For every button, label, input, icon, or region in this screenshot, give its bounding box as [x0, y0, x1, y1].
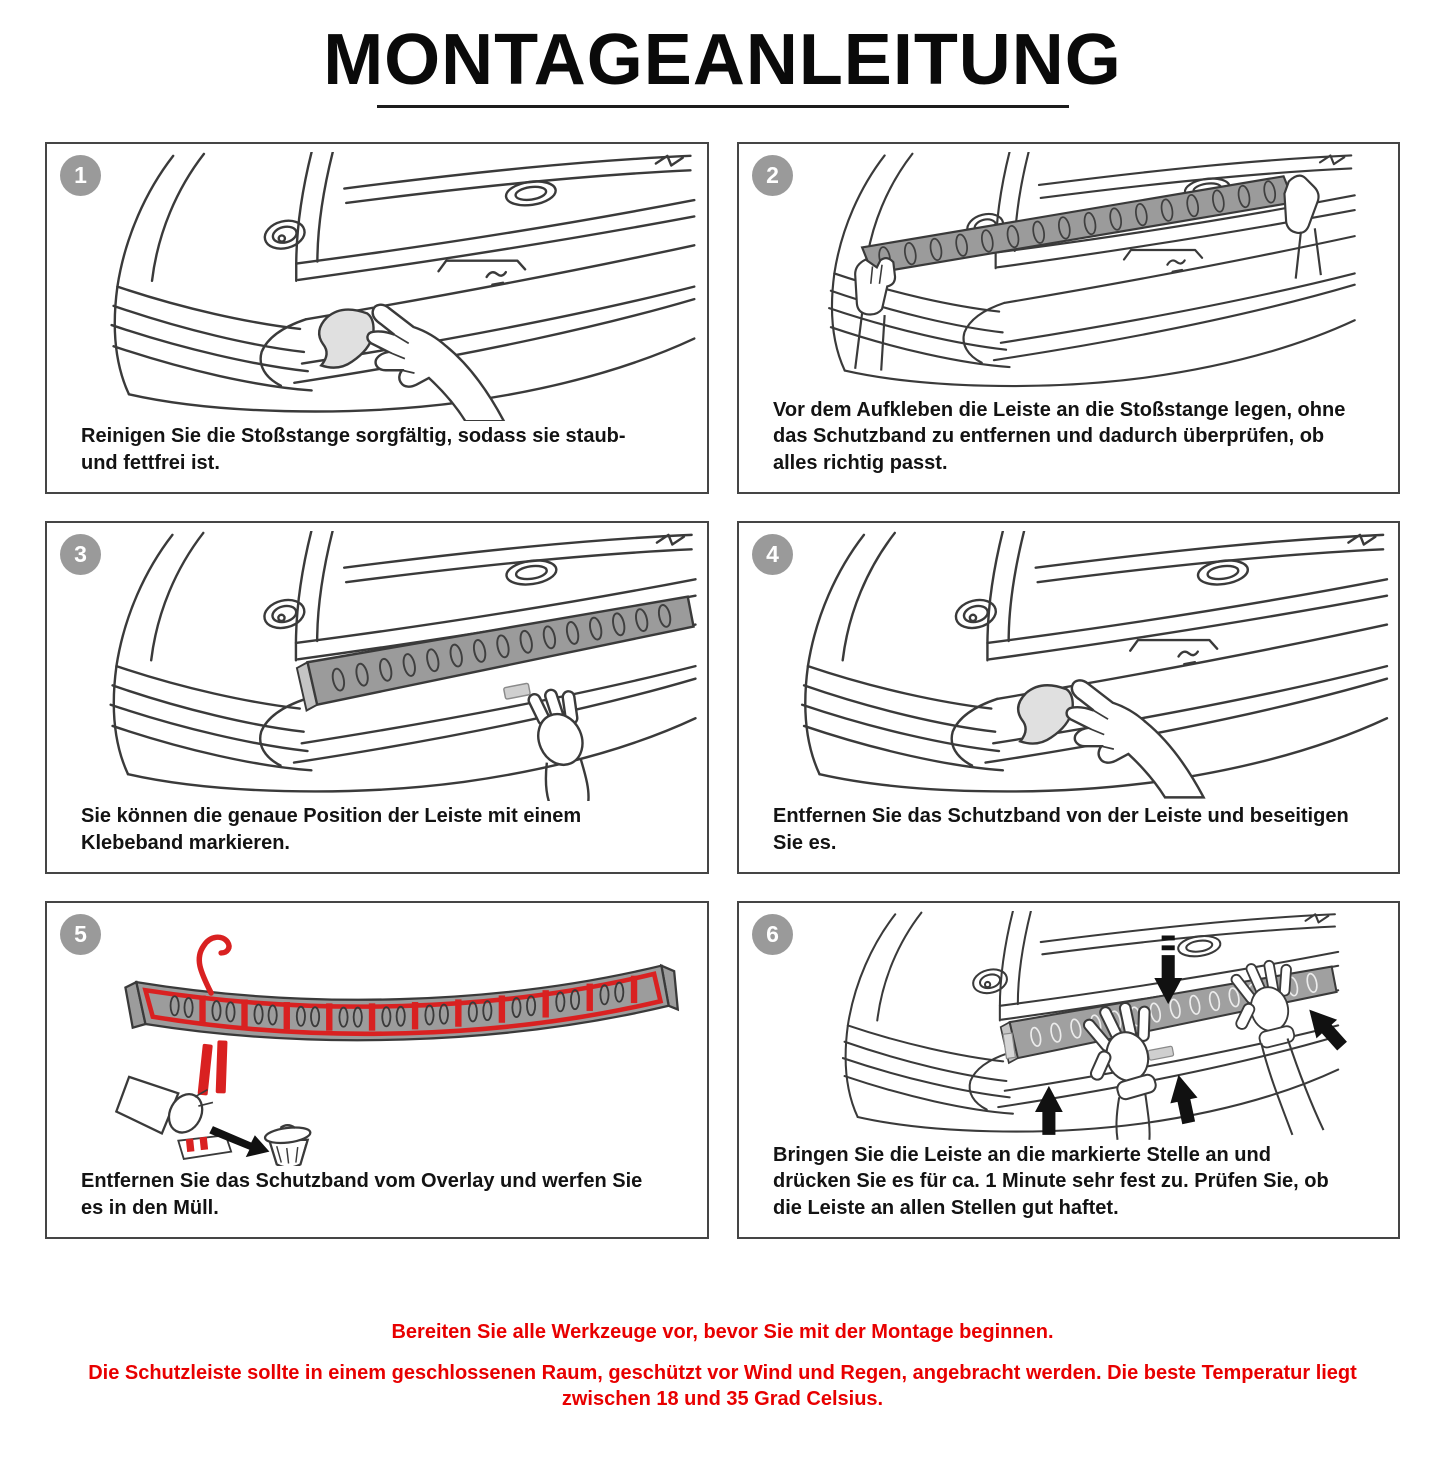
illustration-area	[739, 144, 1398, 397]
footer-note-2: Die Schutzleiste sollte in einem geschlossenen Raum, geschützt vor Wind und Regen, angebracht werden. Die beste Temperatur liegt zwischen 18 und 35 Grad Celsius.	[88, 1362, 1357, 1410]
step-2-illustration	[745, 152, 1392, 395]
illustration-area	[739, 523, 1398, 803]
up-arrow-icon	[1035, 1086, 1063, 1135]
step-4-illustration	[745, 531, 1392, 801]
step-panel-1	[45, 142, 709, 494]
step-caption: Sie können die genaue Position der Leiste mit einem Klebeband markieren.	[81, 805, 582, 854]
step-badge	[752, 914, 793, 955]
step-1-illustration	[53, 152, 701, 421]
protector-strip	[862, 176, 1294, 273]
footer-note-1: Bereiten Sie alle Werkzeuge vor, bevor Sie mit der Montage beginnen.	[391, 1321, 1054, 1343]
illustration-area	[47, 523, 707, 803]
up-arrow-icon	[1299, 1000, 1352, 1055]
step-panel-3	[45, 521, 709, 874]
cleaning-hand-icon	[319, 305, 504, 422]
step-number: 1	[74, 162, 87, 188]
step-panel-4	[737, 521, 1400, 874]
step-6-illustration	[745, 911, 1392, 1140]
left-hand-icon	[855, 258, 895, 370]
step-3-illustration	[53, 531, 701, 801]
step-badge	[752, 534, 793, 575]
page-title: MONTAGEANLEITUNG	[323, 20, 1122, 100]
discard-scene	[116, 1040, 311, 1166]
peeled-tape-curl	[199, 937, 229, 993]
step-badge	[60, 155, 101, 196]
step-caption: Reinigen Sie die Stoßstange sorgfältig, sodass sie staub- und fettfrei ist.	[81, 425, 626, 474]
step-number: 2	[766, 162, 779, 188]
title-underline	[377, 105, 1069, 108]
step-panel-5	[45, 901, 709, 1239]
sleeve	[116, 1077, 178, 1134]
right-hand-icon	[1284, 176, 1320, 279]
overlay-strip	[125, 937, 677, 1040]
step-number: 5	[74, 921, 87, 947]
step-panel-2	[737, 142, 1400, 494]
step-number: 6	[766, 921, 779, 947]
step-badge	[752, 155, 793, 196]
tape-strip	[198, 1044, 213, 1096]
masking-tape-tab	[504, 683, 531, 699]
step-caption: Vor dem Aufkleben die Leiste an die Stoßstange legen, ohne das Schutzband zu entfernen und dadurch überprüfen, ob alles richtig passt.	[773, 398, 1346, 474]
step-number: 4	[766, 541, 779, 567]
tape-strip	[216, 1040, 228, 1093]
trash-can-icon	[264, 1125, 311, 1166]
step-caption: Bringen Sie die Leiste an die markierte Stelle an und drücken Sie es für ca. 1 Minute sehr fest zu. Prüfen Sie, ob die Leiste an allen Stellen gut haftet.	[773, 1143, 1329, 1219]
step-panel-6	[737, 901, 1400, 1239]
step-badge	[60, 534, 101, 575]
positioning-hand-icon	[527, 688, 591, 801]
illustration-area	[739, 903, 1398, 1142]
step-caption: Entfernen Sie das Schutzband vom Overlay und werfen Sie es in den Müll.	[81, 1170, 643, 1219]
warning-footer	[0, 1321, 1445, 1412]
step-5-illustration	[53, 911, 701, 1166]
illustration-area	[47, 903, 707, 1168]
masking-tape-tab	[1148, 1046, 1174, 1060]
up-arrow-icon	[1165, 1072, 1202, 1126]
step-caption: Entfernen Sie das Schutzband von der Leiste und beseitigen Sie es.	[773, 805, 1349, 854]
peeling-hand-icon	[1018, 680, 1203, 797]
steps-grid	[45, 142, 1400, 1239]
step-number: 3	[74, 541, 87, 567]
illustration-area	[47, 144, 707, 423]
step-badge	[60, 914, 101, 955]
car-rear-drawing	[802, 531, 1387, 791]
